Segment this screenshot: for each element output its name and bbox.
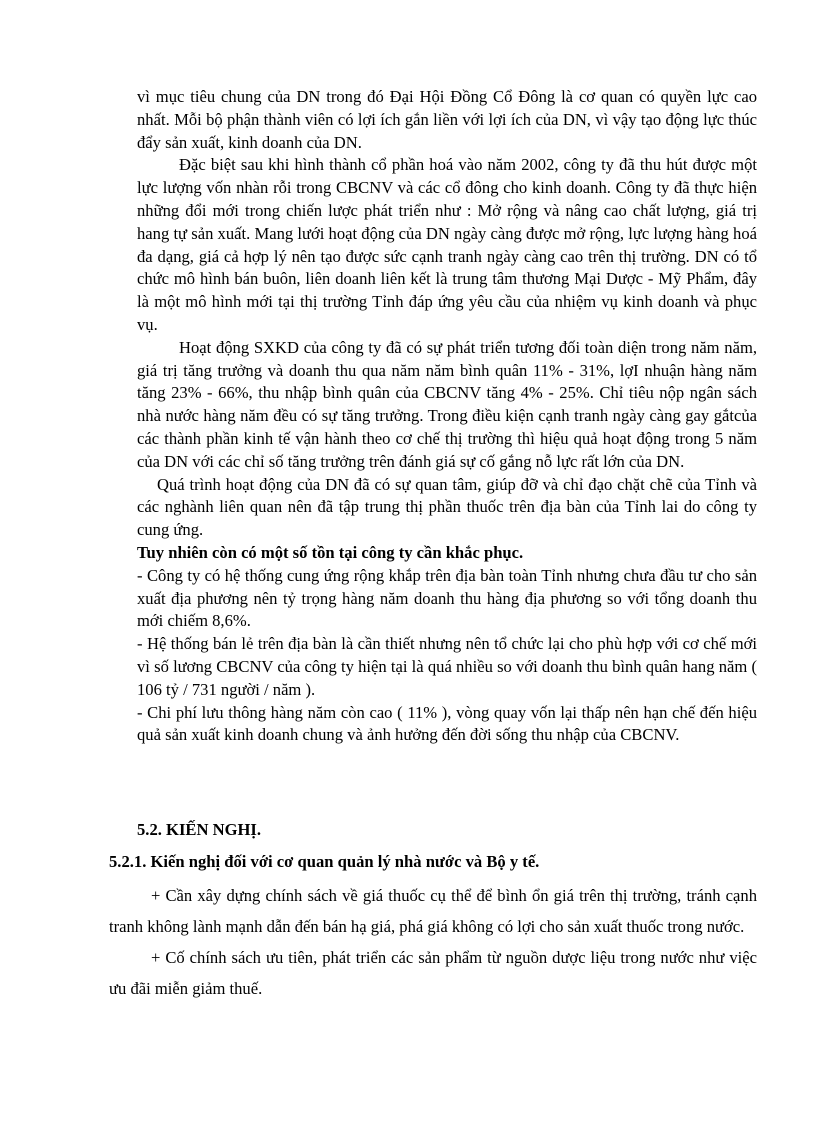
list-item: - Chi phí lưu thông hàng năm còn cao ( 11% ), vòng quay vốn lại thấp nên hạn chế đến hiệu quả sản xuất kinh doanh chung và ảnh hưởng đến đời sống thu nhập của CBCNV. — [137, 702, 757, 745]
paragraph: + Cố chính sách ưu tiên, phát triển các sản phẩm từ nguồn dược liệu trong nước như việc ưu đãi miễn giảm thuế. — [109, 948, 757, 998]
paragraph: Đặc biệt sau khi hình thành cổ phần hoá vào năm 2002, công ty đã thu hút được một lực lượng vốn nhàn rỗi trong CBCNV và các cổ đông cho kinh doanh. Công ty đã thực hiện những đổi mới trong chiến lược phát triển như : Mở rộng và nâng cao chất lượng, giá trị hang tự sản xuất. Mang lưới hoạt động của DN ngày càng được mở rộng, lực lượng hàng hoá đa dạng, giá cả hợp lý nên tạo được sức cạnh tranh ngày càng cao trên thị trường. DN có tổ chức mô hình bán buôn, liên doanh liên kết là trung tâm thương Mại Dược - Mỹ Phẩm, đây là một mô hình mới tại thị trường Tỉnh đáp ứng yêu cầu của nhiệm vụ kinh doanh và phục vụ. — [137, 155, 757, 334]
section-heading: 5.2. KIẾN NGHỊ. — [137, 820, 262, 839]
list-item: - Hệ thống bán lẻ trên địa bàn là cần thiết nhưng nên tổ chức lại cho phù hợp với cơ chế mới vì số lương CBCNV của công ty hiện tại là quá nhiều so với doanh thu bình quân hang năm ( 106 tỷ / 731 người / năm ). — [137, 634, 757, 699]
paragraph: Quá trình hoạt động của DN đã có sự quan tâm, giúp đỡ và chỉ đạo chặt chẽ của Tỉnh và các nghành liên quan nên đã tập trung thị phần thuốc trên địa bàn của Tỉnh lai do công ty cung ứng. — [137, 474, 757, 540]
subsection-heading: 5.2.1. Kiến nghị đối với cơ quan quản lý nhà nước và Bộ y tế. — [109, 852, 540, 871]
paragraph: Hoạt động SXKD của công ty đã có sự phát triển tương đối toàn diện trong năm năm, giá trị tăng trưởng và doanh thu qua năm năm bình quân 11% - 31%, lợI nhuận hàng năm tăng 23% - 66%, thu nhập bình quân của CBCNV tăng 4% - 25%. Chỉ tiêu nộp ngân sách nhà nước hàng năm đều có sự tăng trưởng. Trong điều kiện cạnh tranh ngày càng gay gắtcủa các thành phần kinh tế vận hành theo cơ chế thị trường thì hiệu quả hoạt động trong 5 năm của DN với các chỉ số tăng trưởng trên đánh giá sự cố gắng nỗ lực rất lớn của DN. — [137, 337, 757, 471]
paragraph: vì mục tiêu chung của DN trong đó Đại Hội Đồng Cổ Đông là cơ quan có quyền lực cao nhất. Mỗi bộ phận thành viên có lợi ích gắn liền với lợi ích của DN, vì vậy tạo động lực thúc đẩy sản xuất, kinh doanh của DN. — [137, 87, 757, 152]
limitations-heading: Tuy nhiên còn có một số tồn tại công ty cần khắc phục. — [137, 542, 524, 562]
paragraph: + Cần xây dựng chính sách về giá thuốc cụ thể để bình ổn giá trên thị trường, tránh cạnh tranh không lành mạnh dẫn đến bán hạ giá, phá giá không có lợi cho sản xuất thuốc trong nước. — [109, 886, 757, 936]
body-text-bottom — [109, 880, 757, 1004]
list-item: - Công ty có hệ thống cung ứng rộng khắp trên địa bàn toàn Tỉnh nhưng chưa đầu tư cho sản xuất địa phương nên tỷ trọng hàng năm doanh thu hàng địa phương so với tổng doanh thu mới chiếm 8,6%. — [137, 565, 757, 631]
body-text-top — [137, 86, 757, 747]
